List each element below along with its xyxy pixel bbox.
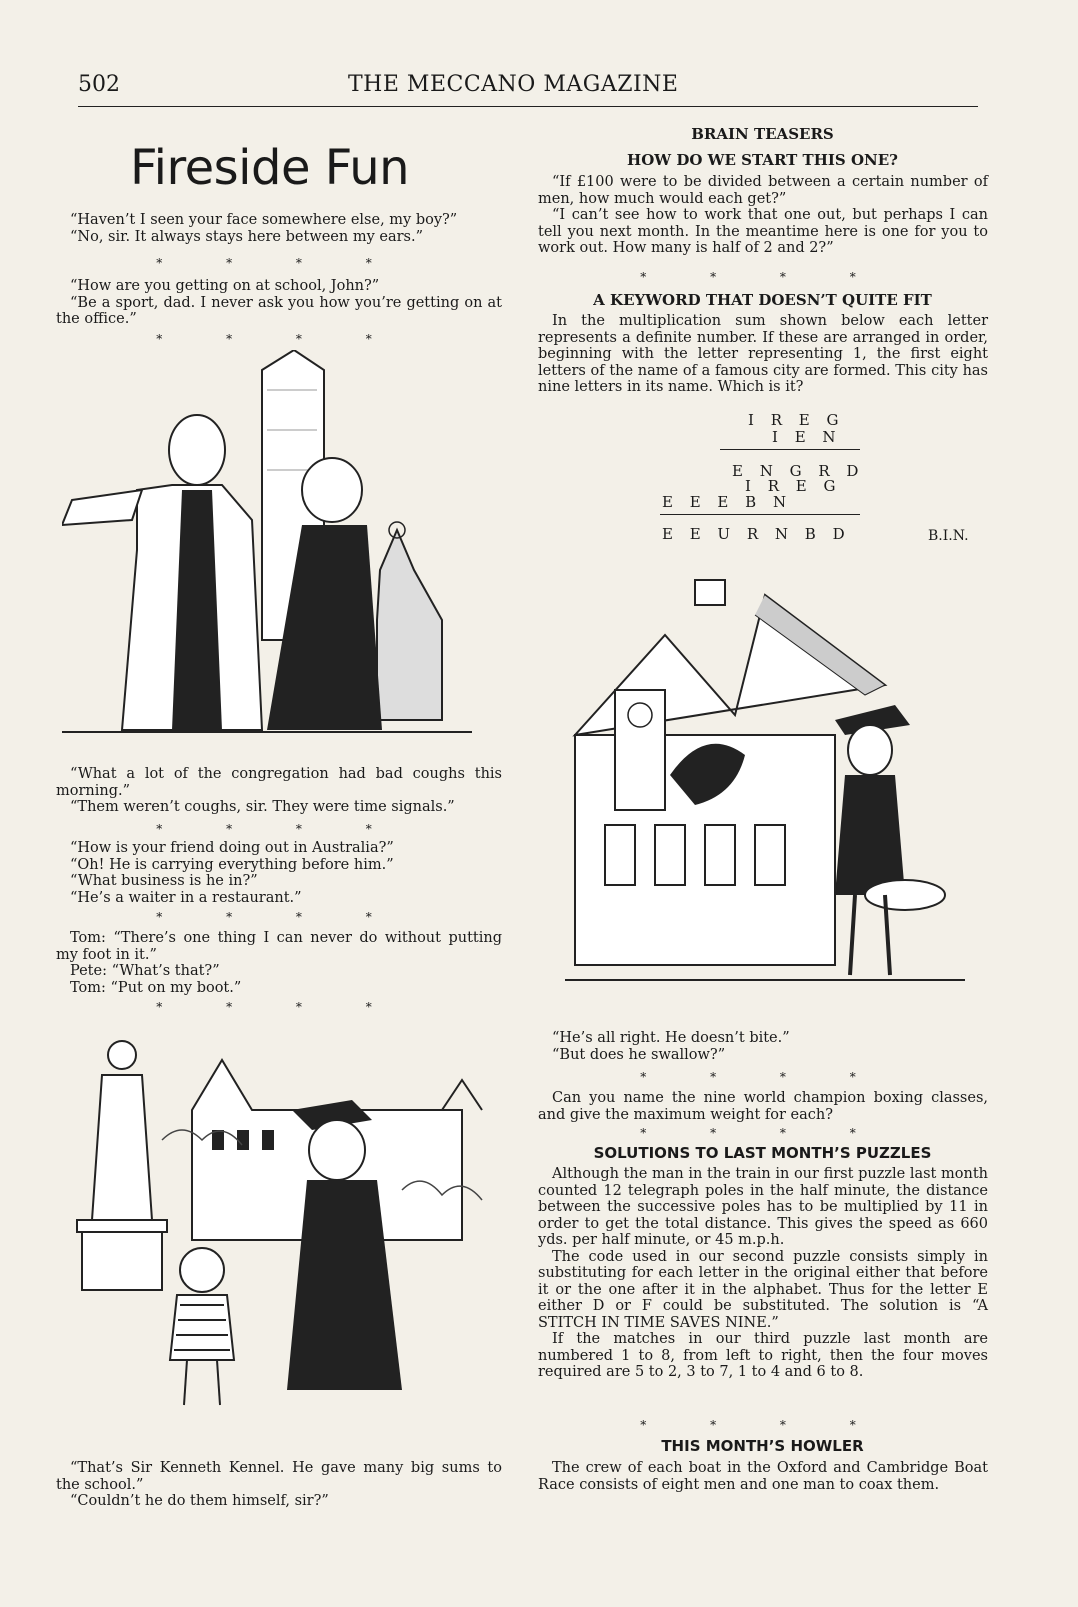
brain-teasers-heading: BRAIN TEASERS xyxy=(691,125,834,143)
start-puzzle-text xyxy=(538,174,988,257)
keyword-text xyxy=(538,313,988,396)
author-signature: B.I.N. xyxy=(928,528,969,544)
howler-paragraph: The crew of each boat in the Oxford and Cambridge Boat Race consists of eight men and one man to coax them. xyxy=(538,1460,988,1493)
caption-line: “He’s all right. He doesn’t bite.” xyxy=(552,1030,790,1046)
solutions-text xyxy=(538,1166,988,1381)
puzzle-paragraph: “If £100 were to be divided between a certain number of men, how much would each get?” xyxy=(538,174,988,207)
magazine-title: THE MECCANO MAGAZINE xyxy=(348,72,679,97)
star-divider: * * * * xyxy=(640,1418,886,1432)
joke-line: “Them weren’t coughs, sir. They were time signals.” xyxy=(70,799,455,815)
donkey-caption xyxy=(538,1030,978,1063)
joke-5 xyxy=(56,930,502,996)
header-rule xyxy=(78,106,978,107)
keyword-heading: A KEYWORD THAT DOESN’T QUITE FIT xyxy=(593,291,932,309)
sum-rule xyxy=(720,449,860,450)
page-number: 502 xyxy=(78,72,120,97)
star-divider: * * * * xyxy=(640,1070,886,1084)
joke-line: “No, sir. It always stays here between my ears.” xyxy=(70,228,424,245)
cartoon-vicar-illustration xyxy=(62,350,472,750)
joke-line: Tom: “Put on my boot.” xyxy=(70,979,242,996)
joke-line: “Be a sport, dad. I never ask you how you’re getting on at the office.” xyxy=(56,294,502,327)
star-divider: * * * * xyxy=(156,256,402,270)
star-divider: * * * * xyxy=(640,270,886,284)
joke-line: “Couldn’t he do them himself, sir?” xyxy=(70,1493,329,1509)
section-title: Fireside Fun xyxy=(130,140,410,196)
puzzle-paragraph: In the multiplication sum shown below each letter represents a definite number. If these are arranged in order, beginning with the letter representing 1, the first eight letters of the name of a famous city are formed. This city has nine letters in its name. Which is it? xyxy=(538,313,988,395)
sum-line-4: I R E G xyxy=(745,477,842,495)
joke-line: Pete: “What’s that?” xyxy=(70,963,220,979)
joke-line: “Oh! He is carrying everything before him.” xyxy=(70,856,394,873)
puzzle-paragraph: Can you name the nine world champion boxing classes, and give the maximum weight for each? xyxy=(538,1090,988,1123)
sum-line-1: I R E G xyxy=(748,411,845,429)
howler-text xyxy=(538,1460,988,1493)
sum-line-5: E E E B N xyxy=(662,493,793,511)
joke-line: Tom: “There’s one thing I can never do without putting my foot in it.” xyxy=(56,930,502,963)
star-divider: * * * * xyxy=(156,910,402,924)
sum-rule xyxy=(660,514,860,515)
joke-2 xyxy=(56,278,502,328)
sum-line-6: E E U R N B D xyxy=(662,525,851,543)
joke-line: “Haven’t I seen your face somewhere else, my boy?” xyxy=(70,212,458,228)
joke-line: “How is your friend doing out in Australia?” xyxy=(70,840,394,856)
sum-line-2: I E N xyxy=(772,428,842,446)
cartoon-donkey-illustration xyxy=(565,575,975,1005)
solution-paragraph: The code used in our second puzzle consists simply in substituting for each letter in the original either that before it or the one after it in the alphabet. Thus for the letter E either D or F could be substituted. The solution is “A STITCH IN TIME SAVES NINE.” xyxy=(538,1248,988,1331)
solutions-heading: SOLUTIONS TO LAST MONTH’S PUZZLES xyxy=(593,1144,932,1162)
joke-line: “That’s Sir Kenneth Kennel. He gave many big sums to the school.” xyxy=(56,1460,502,1493)
puzzle-paragraph: “I can’t see how to work that one out, but perhaps I can tell you next month. In the meantime here is one for you to work out. How many is half of 2 and 2?” xyxy=(538,207,988,256)
page-header xyxy=(78,72,978,106)
joke-line: “What a lot of the congregation had bad coughs this morning.” xyxy=(56,766,502,799)
star-divider: * * * * xyxy=(640,1126,886,1140)
joke-1 xyxy=(56,212,502,245)
star-divider: * * * * xyxy=(156,822,402,836)
star-divider: * * * * xyxy=(156,1000,402,1014)
start-heading: HOW DO WE START THIS ONE? xyxy=(627,151,898,169)
solution-paragraph: Although the man in the train in our first puzzle last month counted 12 telegraph poles in the half minute, the distance between the successive poles has to be multiplied by 11 in order to get the total distance. This gives the speed as 660 yds. per half minute, or 45 m.p.h. xyxy=(538,1166,988,1248)
joke-3 xyxy=(56,766,502,816)
caption-line: “But does he swallow?” xyxy=(552,1046,726,1063)
solution-paragraph: If the matches in our third puzzle last month are numbered 1 to 8, from left to right, then the four moves required are 5 to 2, 3 to 7, 1 to 4 and 6 to 8. xyxy=(538,1331,988,1380)
joke-line: “How are you getting on at school, John?” xyxy=(70,278,380,294)
joke-line: “What business is he in?” xyxy=(70,873,258,889)
joke-line: “He’s a waiter in a restaurant.” xyxy=(70,889,302,906)
howler-heading: THIS MONTH’S HOWLER xyxy=(661,1437,864,1455)
star-divider: * * * * xyxy=(156,332,402,346)
joke-6 xyxy=(56,1460,502,1510)
joke-4 xyxy=(56,840,502,906)
sum-line-3: E N G R D xyxy=(732,462,865,480)
boxing-puzzle xyxy=(538,1090,988,1123)
cartoon-school-illustration xyxy=(62,1020,492,1440)
